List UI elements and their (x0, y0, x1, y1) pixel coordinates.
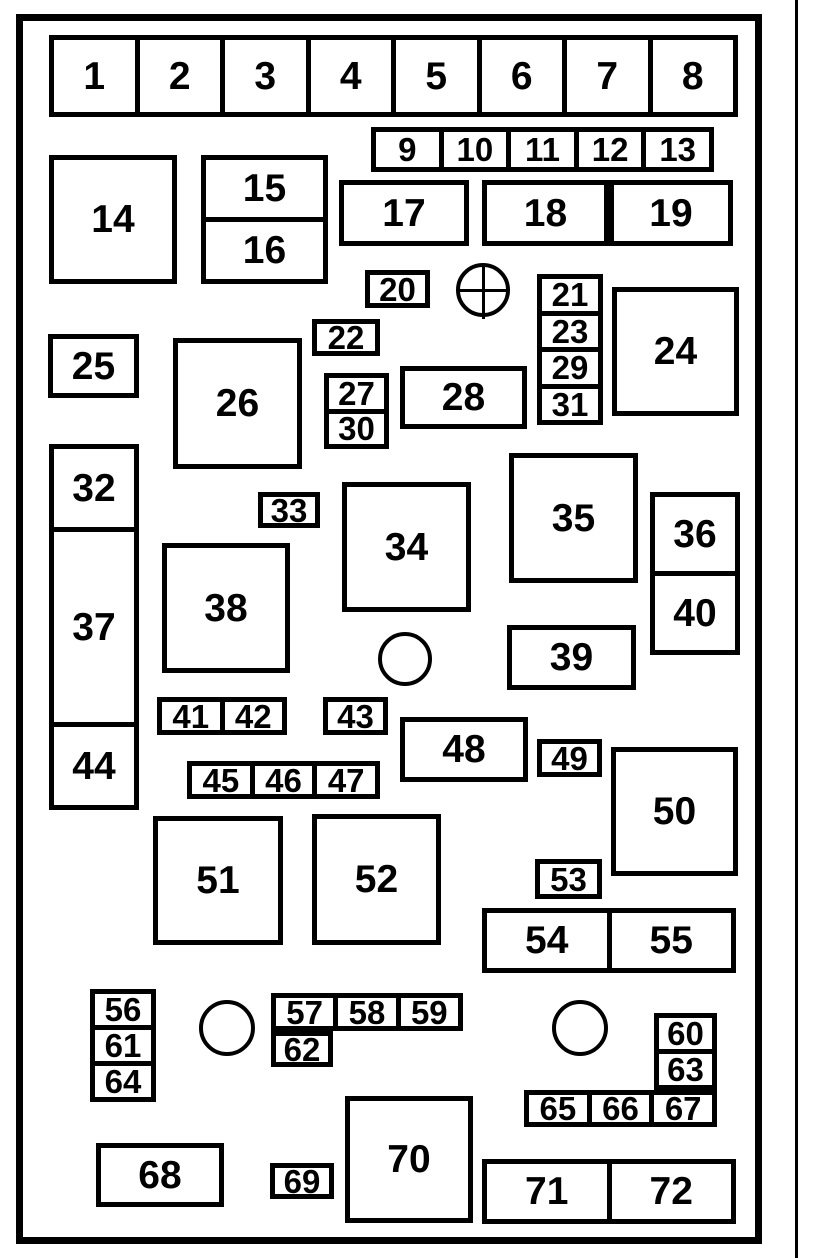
round-hole-icon (552, 1000, 608, 1056)
crosshair-screw-icon (456, 263, 510, 317)
fuse-cell-17: 17 (339, 180, 469, 246)
fuse-cell-38: 38 (162, 543, 290, 673)
page-edge-line (795, 0, 798, 1258)
fuse-cell-59: 59 (396, 998, 458, 1026)
fuse-cell-5: 5 (391, 40, 477, 112)
fuse-cell-10: 10 (439, 132, 507, 167)
fuse-cell-47: 47 (312, 766, 375, 794)
fuse-group (482, 908, 736, 973)
fuse-cell-14: 14 (49, 155, 177, 284)
fuse-cell-31: 31 (542, 384, 598, 421)
fuse-cell-1: 1 (83, 54, 106, 98)
fuse-cell-50: 50 (611, 747, 738, 876)
fuse-group (90, 989, 156, 1102)
fuse-cell-63: 63 (659, 1049, 712, 1085)
fuse-cell-40: 40 (655, 571, 735, 650)
fuse-cell-61: 61 (95, 1025, 151, 1061)
fuse-group (654, 1013, 717, 1090)
fuse-cell-30: 30 (329, 409, 384, 445)
fuse-cell-3: 3 (220, 40, 306, 112)
fuse-cell-7: 7 (562, 40, 648, 112)
fuse-cell-43: 43 (323, 697, 388, 735)
fuse-cell-72: 72 (607, 1164, 732, 1219)
fuse-cell-66: 66 (587, 1095, 650, 1122)
fuse-cell-55: 55 (607, 913, 732, 968)
fuse-cell-28: 28 (400, 366, 527, 429)
fuse-group (157, 697, 287, 735)
fuse-cell-11: 11 (506, 132, 574, 167)
fuse-group (187, 761, 380, 799)
fuse-cell-26: 26 (173, 338, 302, 469)
fuse-cell-71: 71 (525, 1170, 569, 1213)
fuse-cell-36: 36 (673, 512, 717, 556)
fuse-group (650, 492, 740, 655)
fuse-cell-65: 65 (539, 1090, 577, 1127)
fuse-cell-48: 48 (400, 717, 528, 782)
fuse-cell-25: 25 (48, 334, 139, 398)
fuse-cell-53: 53 (535, 859, 602, 899)
fuse-cell-54: 54 (525, 919, 569, 962)
fuse-cell-20: 20 (365, 270, 430, 308)
fuse-cell-41: 41 (172, 697, 210, 735)
fuse-cell-23: 23 (542, 311, 598, 348)
crosshair-vertical-line (482, 264, 485, 319)
fuse-cell-18: 18 (482, 180, 609, 246)
fuse-cell-29: 29 (542, 347, 598, 384)
fuse-cell-6: 6 (477, 40, 563, 112)
fuse-group (537, 274, 603, 425)
fuse-cell-32: 32 (72, 466, 116, 510)
fuse-cell-51: 51 (153, 816, 283, 945)
fuse-cell-46: 46 (250, 766, 313, 794)
fuse-cell-22: 22 (312, 319, 380, 356)
fuse-cell-67: 67 (649, 1095, 712, 1122)
fuse-cell-52: 52 (312, 814, 441, 945)
fuse-cell-37: 37 (54, 527, 134, 722)
fuse-group (49, 35, 738, 117)
fuse-group (271, 993, 463, 1031)
fuse-group (524, 1090, 717, 1127)
fuse-cell-69: 69 (270, 1163, 334, 1199)
fuse-cell-56: 56 (104, 991, 142, 1028)
fuse-cell-49: 49 (537, 739, 602, 777)
fuse-cell-42: 42 (220, 702, 283, 730)
fuse-cell-70: 70 (345, 1096, 473, 1223)
fuse-cell-35: 35 (509, 453, 638, 583)
fuse-cell-39: 39 (507, 625, 636, 690)
fuse-cell-34: 34 (342, 482, 471, 612)
fuse-cell-9: 9 (398, 131, 417, 168)
fuse-cell-15: 15 (242, 167, 287, 210)
fuse-group (371, 127, 714, 172)
round-hole-icon (199, 1000, 255, 1056)
fuse-cell-16: 16 (206, 217, 323, 279)
fuse-cell-62: 62 (271, 1031, 333, 1067)
fuse-cell-33: 33 (258, 492, 320, 528)
fuse-cell-68: 68 (96, 1143, 224, 1207)
fuse-cell-58: 58 (333, 998, 395, 1026)
fuse-cell-21: 21 (551, 276, 589, 314)
fuse-group (324, 373, 389, 449)
fuse-cell-60: 60 (667, 1015, 704, 1052)
fuse-cell-13: 13 (641, 132, 709, 167)
fuse-cell-27: 27 (338, 374, 375, 412)
round-hole-icon (378, 632, 432, 686)
fuse-group (482, 1159, 736, 1224)
fuse-cell-8: 8 (648, 40, 734, 112)
fuse-cell-19: 19 (609, 180, 733, 246)
fuse-cell-64: 64 (95, 1061, 151, 1097)
fuse-cell-24: 24 (612, 287, 739, 416)
fuse-cell-57: 57 (286, 993, 324, 1031)
fuse-cell-2: 2 (135, 40, 221, 112)
fuse-group (201, 155, 328, 284)
fuse-cell-12: 12 (574, 132, 642, 167)
fuse-group (49, 444, 139, 810)
fuse-cell-44: 44 (54, 722, 134, 805)
fuse-cell-45: 45 (202, 761, 240, 799)
fuse-cell-4: 4 (306, 40, 392, 112)
